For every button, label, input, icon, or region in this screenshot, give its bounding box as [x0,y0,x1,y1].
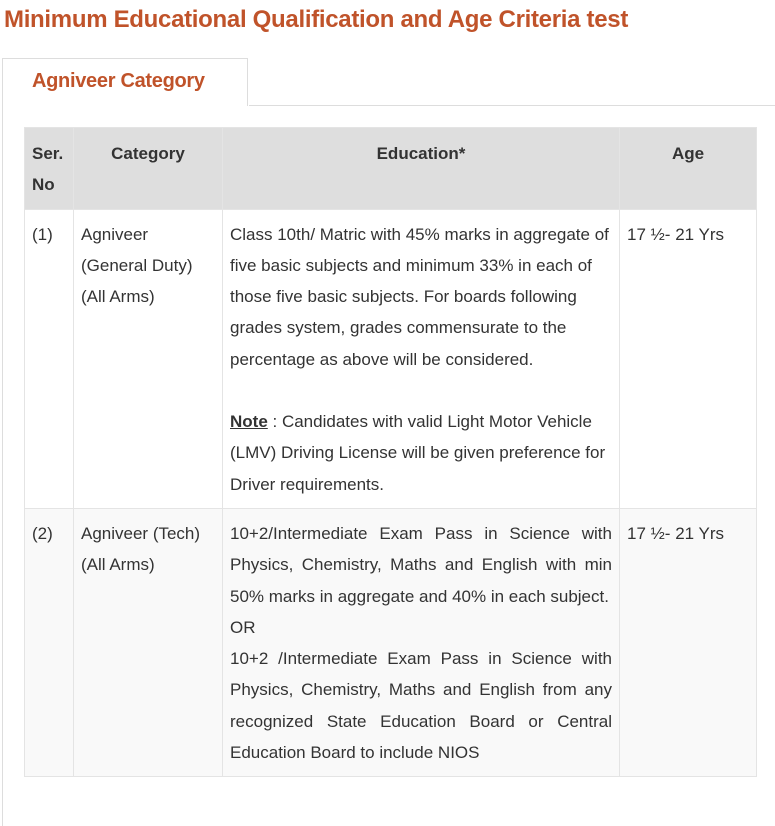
cell-age: 17 ½- 21 Yrs [620,209,757,508]
education-note [230,406,612,500]
header-category: Category [74,128,223,210]
table-header-row [25,128,757,210]
education-or: OR [230,617,256,637]
category-line: (All Arms) [81,555,155,575]
header-age: Age [620,128,757,210]
category-line: Agniveer (Tech) [81,523,201,543]
cell-category [74,508,223,776]
tab-agniveer-category[interactable] [2,58,248,106]
header-education: Education* [223,128,620,210]
tabs-bar [0,58,775,106]
education-text: 10+2 /Intermediate Exam Pass in Science with Physics, Chemistry, Maths and English from any recognized State Education Board or Central Education Board to include NIOS [230,649,612,763]
education-text: Class 10th/ Matric with 45% marks in aggregate of five basic subjects and minimum 33% in each of those five basic subjects. For boards following grades system, grades commensurate to the percentage as above will be considered. [230,224,609,369]
category-line: Agniveer [81,224,149,244]
category-line: (General Duty) [81,255,193,275]
page-title: Minimum Educational Qualification and Age Criteria test [4,6,629,33]
cell-ser-no: (1) [25,209,74,508]
cell-education [223,508,620,776]
header-ser-no: Ser. No [25,128,74,210]
cell-ser-no: (2) [25,508,74,776]
education-text: 10+2/Intermediate Exam Pass in Science with Physics, Chemistry, Maths and English with min 50% marks in aggregate and 40% in each subject. [230,523,612,606]
cell-category [74,209,223,508]
note-text: : Candidates with valid Light Motor Vehicle (LMV) Driving License will be given preference for Driver requirements. [230,412,606,494]
spacer [230,375,612,406]
tab-label: Agniveer Category [32,70,205,92]
table-row [25,209,757,508]
table-row [25,508,757,776]
note-label: Note [230,412,268,432]
category-line: (All Arms) [81,287,155,307]
criteria-table [24,127,757,777]
cell-age: 17 ½- 21 Yrs [620,508,757,776]
cell-education [223,209,620,508]
